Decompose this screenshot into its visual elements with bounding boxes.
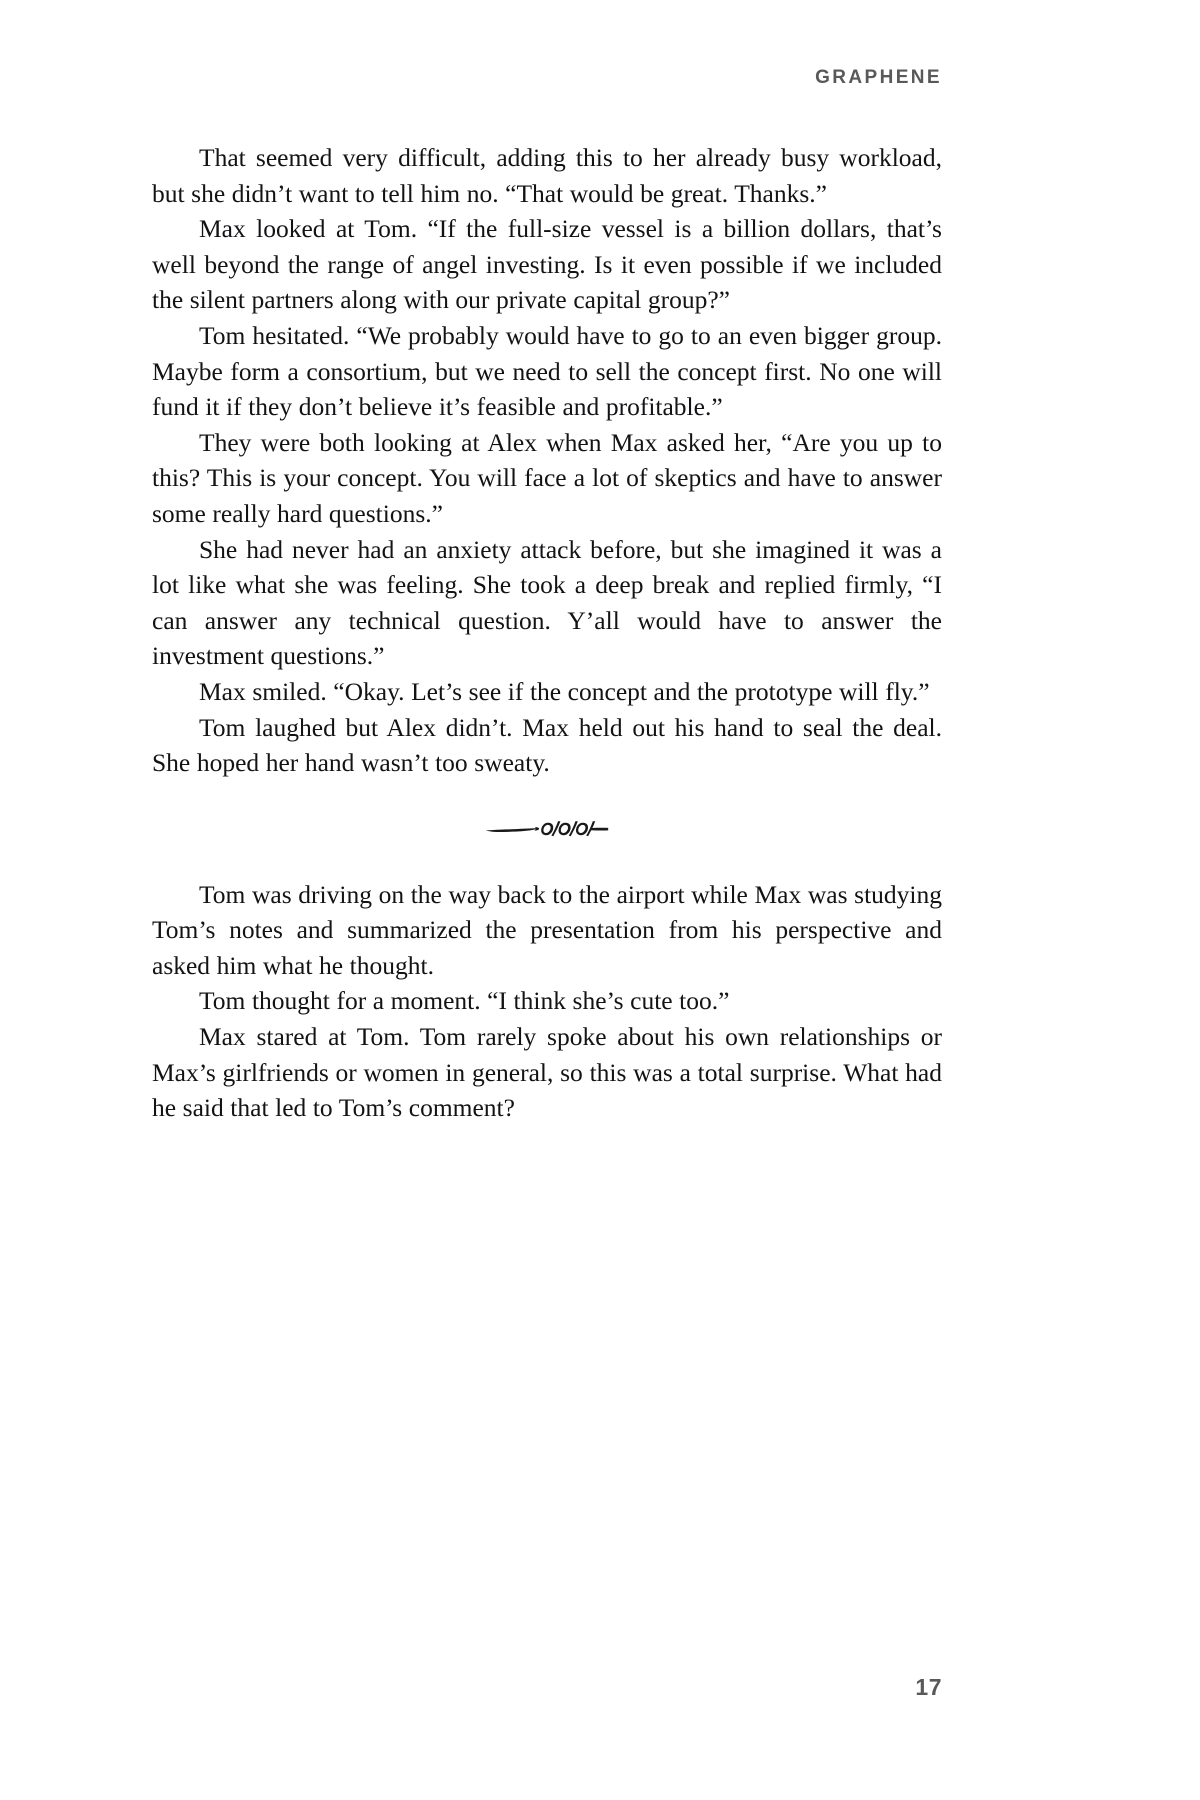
- page-number: 17: [915, 1674, 942, 1700]
- body-paragraph: Tom was driving on the way back to the airport while Max was studying Tom’s notes and summarized the presentation from his perspective and asked him what he thought.: [152, 879, 942, 980]
- body-paragraph: That seemed very difficult, adding this to her already busy workload, but she didn’t want to tell him no. “That would be great. Thanks.”: [152, 143, 942, 208]
- body-paragraph: Tom laughed but Alex didn’t. Max held out his hand to seal the deal. She hoped her hand wasn’t too sweaty.: [152, 712, 942, 778]
- body-text-column: [152, 140, 942, 1126]
- body-paragraph: Tom thought for a moment. “I think she’s cute too.”: [199, 986, 730, 1016]
- scene-break-flourish-icon: [485, 818, 609, 840]
- body-paragraph: They were both looking at Alex when Max asked her, “Are you up to this? This is your concept. You will face a lot of skeptics and have to answer some really hard questions.”: [152, 427, 942, 528]
- body-paragraph: Tom hesitated. “We probably would have to go to an even bigger group. Maybe form a consortium, but we need to sell the concept first. No one will fund it if they don’t believe it’s feasible and profitable.”: [152, 320, 942, 422]
- body-paragraph: Max looked at Tom. “If the full-size vessel is a billion dollars, that’s well beyond the range of angel investing. Is it even possible if we included the silent partners along with our private capital group?”: [152, 214, 942, 315]
- body-paragraph: She had never had an anxiety attack before, but she imagined it was a lot like what she was feeling. She took a deep break and replied firmly, “I can answer any technical question. Y’all would have to answer the investment questions.”: [152, 534, 942, 671]
- running-header-title: GRAPHENE: [815, 67, 942, 88]
- body-paragraph: Max stared at Tom. Tom rarely spoke about his own relationships or Max’s girlfriends or women in general, so this was a total surprise. What had he said that led to Tom’s comment?: [152, 1022, 942, 1123]
- scene-break-divider: [152, 781, 942, 877]
- body-paragraph: Max smiled. “Okay. Let’s see if the concept and the prototype will fly.”: [199, 676, 930, 706]
